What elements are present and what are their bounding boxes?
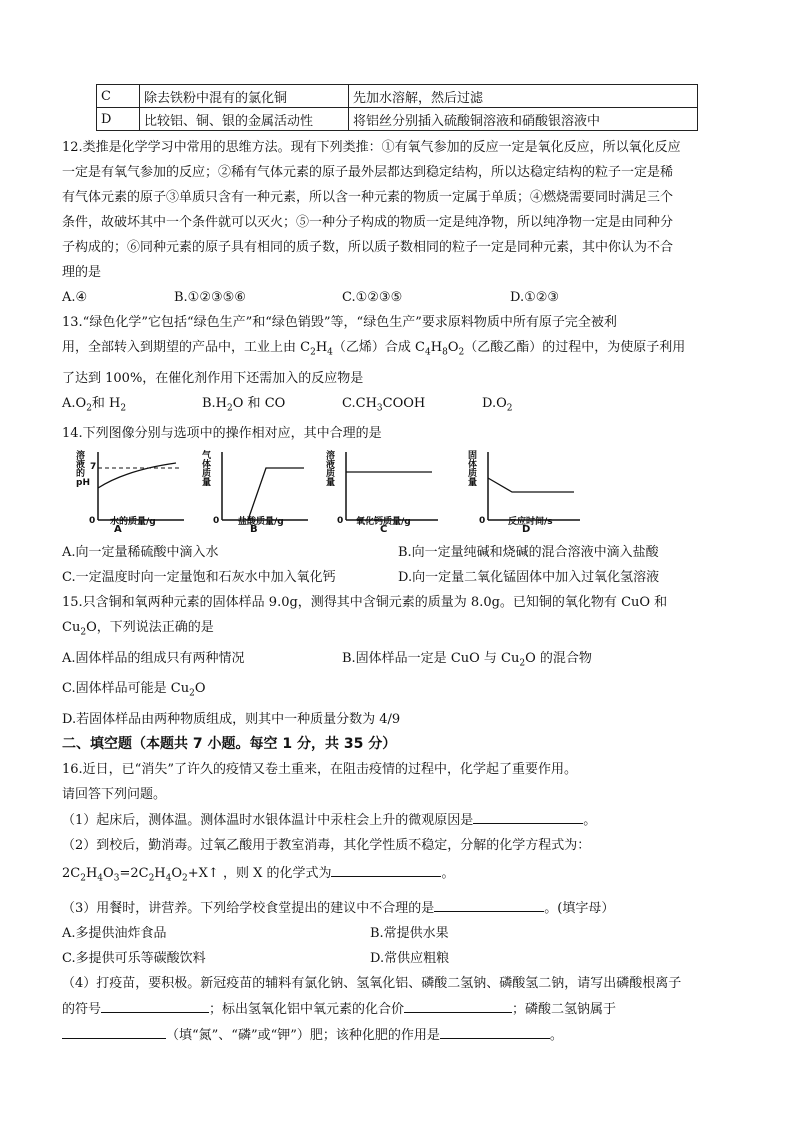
q16-options — [62, 946, 734, 971]
section-title: 二、填空题（本题共 7 小题。每空 1 分，共 35 分） — [62, 735, 397, 752]
table-cell-label: C — [97, 85, 140, 108]
origin-label: 0 — [213, 516, 220, 527]
q12-line: 子构成的；⑥同种元素的原子具有相同的质子数，所以质子数相同的粒子一定是同种元素，其中你认为不合 — [62, 240, 674, 255]
x-label: 水的质量/g — [110, 517, 156, 528]
answer-blank[interactable] — [434, 895, 544, 912]
table-row — [97, 85, 698, 108]
q12-line: 条件，故破坏其中一个条件就可以灭火；⑤一种分子构成的物质一定是纯净物，所以纯净物一定是由同种分 — [62, 215, 674, 230]
q13-line: 13.“绿色化学”它包括“绿色生产”和“绿色销毁”等，“绿色生产”要求原料物质中所有原子完全被利 — [62, 315, 617, 330]
graph-d — [466, 448, 584, 536]
q13-option-b[interactable]: $B.H_2O$ 和 CO — [202, 395, 286, 414]
q16-part2: （2）到校后，勤消毒。过氧乙酸用于教室消毒，其化学性质不稳定，分解的化学方程式为： — [62, 837, 591, 853]
q15-option-b[interactable]: B.固体样品一定是 CuO 与 $Cu_2O$ 的混合物 — [342, 650, 592, 669]
q14-option-b[interactable]: B.向一定量纯碱和烧碱的混合溶液中滴入盐酸 — [398, 545, 659, 561]
q12-option-c[interactable]: C.①②③⑤ — [342, 290, 403, 305]
q16-equation: $2C_2H_4O_3=2C_2H_4O_2+X↑$ ，则 X 的化学式为 。 — [62, 858, 734, 895]
q16-options — [62, 921, 734, 946]
answer-blank[interactable] — [440, 1022, 550, 1039]
q16-option-d[interactable]: D.常供应粗粮 — [370, 950, 450, 966]
q16-part4: （填“氮”、“磷”或“钾”）肥；该种化肥的作用是 。 — [62, 1022, 734, 1048]
y-label: 固体质量 — [468, 451, 478, 489]
y-label: 溶液质量 — [326, 451, 336, 489]
origin-label: 0 — [479, 516, 486, 527]
q13-line: 用，全部转入到期望的产品中，工业上由 $C_2H_4$（乙烯）合成 $C_4H_8O_2$（乙酸乙酯）的过程中，为使原子利用 — [62, 340, 686, 358]
table-cell-method: 先加水溶解，然后过滤 — [349, 85, 698, 108]
q12-option-d[interactable]: D.①②③ — [510, 290, 560, 305]
q12-line: 12.类推是化学学习中常用的思维方法。现有下列类推：①有氧气参加的反应一定是氧化反应，所以氧化反应 — [62, 140, 681, 155]
table-cell-label: D — [97, 108, 140, 131]
table-cell-item: 除去铁粉中混有的氯化铜 — [140, 85, 349, 108]
answer-blank[interactable] — [331, 860, 441, 877]
q16-part1: （1）起床后，测体温。测体温时水银体温计中汞柱会上升的微观原因是 。 — [62, 807, 734, 833]
q13-option-a[interactable]: $A.O_2$和 $H_2$ — [62, 395, 127, 414]
q15-option-c[interactable]: C.固体样品可能是 $Cu_2O$ — [62, 681, 206, 699]
q16-line: 16.近日，已“消失”了许久的疫情又卷土重来，在阻击疫情的过程中，化学起了重要作用。 — [62, 761, 577, 777]
q16-part4: （4）打疫苗，要积极。新冠疫苗的辅料有氯化钠、氢氧化铝、磷酸二氢钠、磷酸氢二钠，请写出磷酸根离子 — [62, 975, 682, 991]
q13-option-c[interactable]: $C.CH_3COOH$ — [342, 395, 426, 414]
table-cell-item: 比较铝、铜、银的金属活动性 — [140, 108, 349, 131]
answer-blank[interactable] — [62, 1022, 166, 1039]
q13-option-d[interactable]: $D.O_2$ — [482, 395, 513, 414]
origin-label: 0 — [89, 516, 96, 527]
q13-line: 了达到 100%，在催化剂作用下还需加入的反应物是 — [62, 370, 364, 386]
table-cell-method: 将铝丝分别插入硫酸铜溶液和硝酸银溶液中 — [349, 108, 698, 131]
q12-option-b[interactable]: B.①②③⑤⑥ — [174, 290, 246, 305]
ph-curve — [98, 463, 176, 488]
graph-letter: D — [522, 524, 531, 536]
q14-option-d[interactable]: D.向一定量二氧化锰固体中加入过氧化氢溶液 — [398, 570, 660, 586]
q16-part3: （3）用餐时，讲营养。下列给学校食堂提出的建议中不合理的是 。(填字母） — [62, 895, 734, 921]
answer-blank[interactable] — [473, 807, 583, 824]
q16-option-c[interactable]: C.多提供可乐等碳酸饮料 — [62, 950, 206, 966]
x-label: 盐酸质量/g — [238, 517, 284, 528]
q12-option-a[interactable]: A.④ — [62, 290, 88, 305]
q15-line: $Cu_2O$，下列说法正确的是 — [62, 620, 214, 638]
y-label: 溶液的pH — [76, 451, 90, 489]
graph-a — [76, 448, 186, 536]
q14-option-a[interactable]: A.向一定量稀硫酸中滴入水 — [62, 545, 219, 561]
options-table — [96, 84, 698, 131]
q15-option-d[interactable]: D.若固体样品由两种物质组成，则其中一种质量分数为 4/9 — [62, 711, 401, 727]
solid-curve — [488, 478, 574, 492]
q12-line: 理的是 — [62, 265, 102, 280]
q12-options — [62, 285, 734, 310]
q15-option-a[interactable]: A.固体样品的组成只有两种情况 — [62, 650, 245, 666]
q13-options — [62, 391, 734, 422]
q14-graphs — [76, 448, 734, 536]
table-row — [97, 108, 698, 131]
tick-label: 7 — [90, 462, 97, 473]
y-label: 气体质量 — [202, 451, 212, 489]
graph-b — [200, 448, 310, 536]
q15-line: 15.只含铜和氧两种元素的固体样品 9.0g，测得其中含铜元素的质量为 8.0g。已知铜的氧化物有 CuO 和 — [62, 595, 668, 611]
q15-options — [62, 646, 734, 677]
q16-option-b[interactable]: B.常提供水果 — [370, 925, 449, 941]
graph-letter: C — [380, 524, 388, 536]
q14-option-c[interactable]: C.一定温度时向一定量饱和石灰水中加入氧化钙 — [62, 570, 336, 586]
q14-stem: 14.下列图像分别与选项中的操作相对应，其中合理的是 — [62, 426, 382, 442]
q16-line: 请回答下列问题。 — [62, 786, 167, 802]
origin-label: 0 — [337, 516, 344, 527]
x-label: 氧化钙质量/g — [356, 517, 411, 528]
answer-blank[interactable] — [101, 996, 209, 1013]
exam-page — [62, 84, 734, 1048]
q12-line: 一定是有氧气参加的反应；②稀有气体元素的原子最外层都达到稳定结构，所以达稳定结构的粒子一定是稀 — [62, 165, 674, 180]
gas-curve — [248, 468, 304, 520]
graph-letter: A — [114, 524, 122, 536]
answer-blank[interactable] — [404, 996, 512, 1013]
q16-option-a[interactable]: A.多提供油炸食品 — [62, 925, 167, 941]
q14-options — [62, 540, 734, 565]
graph-letter: B — [250, 524, 258, 536]
graph-c — [324, 448, 442, 536]
q14-options — [62, 565, 734, 590]
q16-part4: 的符号 ；标出氢氧化铝中氧元素的化合价 ；磷酸二氢钠属于 — [62, 996, 734, 1022]
x-label: 反应时间/s — [508, 517, 553, 528]
q12-line: 有气体元素的原子③单质只含有一种元素，所以含一种元素的物质一定属于单质；④燃烧需要同时满足三个 — [62, 190, 674, 205]
